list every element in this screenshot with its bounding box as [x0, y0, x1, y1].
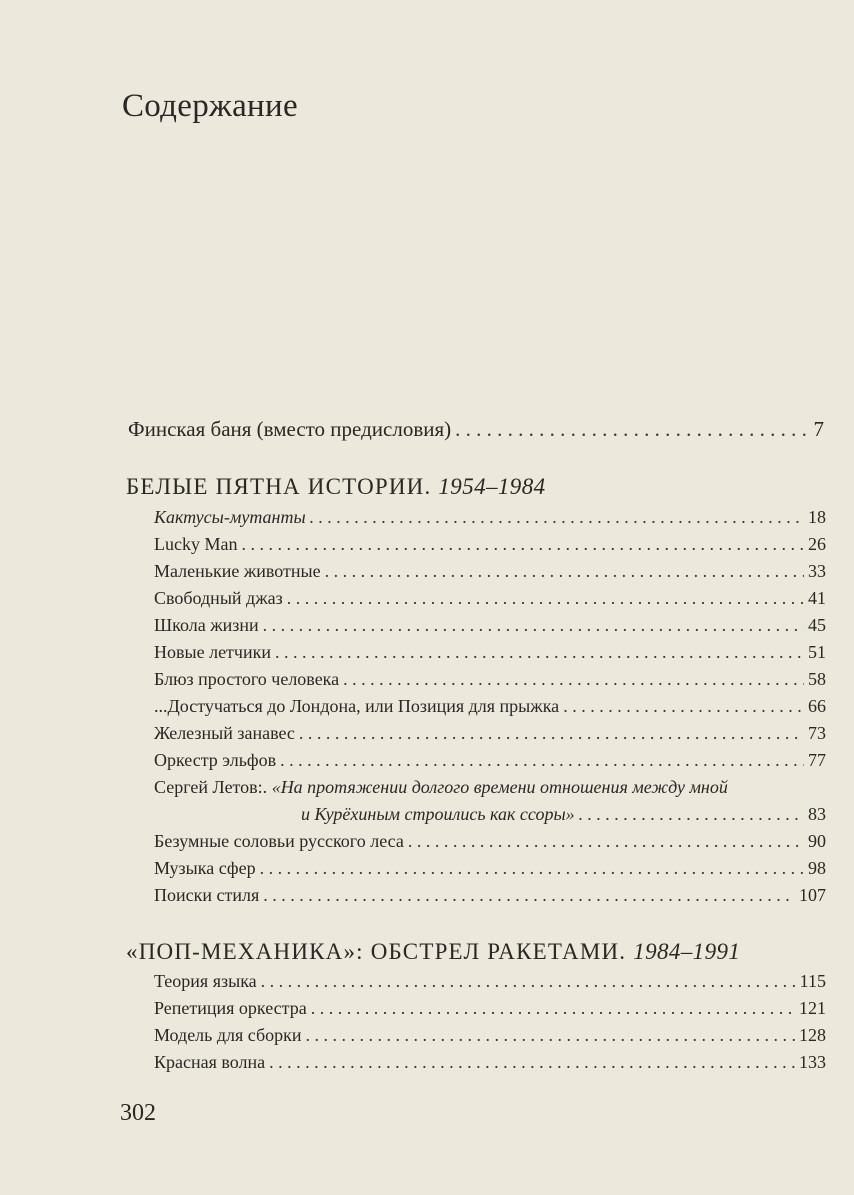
section-years: 1954–1984: [438, 474, 546, 499]
toc-entry: [154, 560, 826, 582]
toc-entry-label: Теория языка: [154, 971, 257, 991]
toc-entry-label: Красная волна: [154, 1052, 266, 1072]
toc-entry: [154, 722, 826, 744]
toc-entry-label: Безумные соловьи русского леса: [154, 831, 404, 851]
toc-entry: [154, 884, 826, 906]
toc-entry-page: 18: [808, 507, 826, 527]
toc-entry-label: Модель для сборки: [154, 1025, 302, 1045]
section-years: 1984–1991: [633, 939, 741, 964]
dot-leader: [311, 997, 795, 1019]
toc-entry: [154, 641, 826, 663]
page-number: 302: [120, 1100, 156, 1126]
dot-leader: [260, 857, 804, 879]
dot-leader: [310, 506, 804, 528]
toc-entry: [154, 668, 826, 690]
page-title: Содержание: [122, 88, 298, 124]
toc-entry-page: 7: [813, 417, 824, 441]
toc-entry-label: Финская баня (вместо предисловия): [128, 417, 452, 441]
toc-entry-page: 33: [808, 561, 826, 581]
toc-entry-page: 66: [808, 696, 826, 716]
dot-leader: [563, 695, 804, 717]
toc-entry-letov-line2: [301, 803, 826, 825]
dot-leader: [269, 1051, 795, 1073]
dot-leader: [408, 830, 804, 852]
toc-entry-page: 41: [808, 588, 826, 608]
dot-leader: [343, 668, 804, 690]
toc-entry: [154, 970, 826, 992]
toc-entry-page: 133: [799, 1052, 826, 1072]
toc-entry-label: ...Достучаться до Лондона, или Позиция для прыжка: [154, 696, 560, 716]
toc-entry-page: 128: [799, 1025, 826, 1045]
section-title: БЕЛЫЕ ПЯТНА ИСТОРИИ.: [126, 474, 432, 499]
toc-entry-page: 98: [808, 858, 826, 878]
toc-entry-quote: «На протяжении долгого времени отношения между мной: [271, 777, 728, 797]
toc-entry-page: 107: [799, 885, 826, 905]
toc-entry-label: Свободный джаз: [154, 588, 283, 608]
dot-leader: [287, 587, 804, 609]
toc-entry-page: 58: [808, 669, 826, 689]
dot-leader: [263, 884, 795, 906]
section-heading-2: [126, 939, 740, 965]
toc-entry-page: 77: [808, 750, 826, 770]
toc-entry-label: Сергей Летов:.: [154, 777, 268, 797]
dot-leader: [280, 749, 804, 771]
toc-entry-label: Школа жизни: [154, 615, 259, 635]
toc-entry-label: Репетиция оркестра: [154, 998, 307, 1018]
toc-entry: [154, 749, 826, 771]
dot-leader: [241, 533, 804, 555]
toc-entry-label: Железный занавес: [154, 723, 295, 743]
toc-entry-page: 45: [808, 615, 826, 635]
toc-entry-page: 26: [808, 534, 826, 554]
toc-entry: [154, 587, 826, 609]
toc-entry-label: Музыка сфер: [154, 858, 256, 878]
toc-entry-page: 90: [808, 831, 826, 851]
toc-entry-page: 83: [808, 804, 826, 824]
toc-entry-quote: и Курёхиным строились как ссоры»: [301, 804, 575, 824]
toc-entry: [154, 533, 826, 555]
toc-entry: [154, 830, 826, 852]
toc-entry: [154, 614, 826, 636]
dot-leader: [299, 722, 804, 744]
toc-entry: [154, 857, 826, 879]
toc-entry: [154, 695, 826, 717]
toc-entry-label: Новые летчики: [154, 642, 271, 662]
toc-entry-page: 51: [808, 642, 826, 662]
toc-entry-page: 121: [799, 998, 826, 1018]
dot-leader: [275, 641, 804, 663]
dot-leader: [579, 803, 804, 825]
toc-entry-intro: [128, 418, 824, 440]
toc-entry-label: Оркестр эльфов: [154, 750, 277, 770]
toc-entry-label: Блюз простого человека: [154, 669, 340, 689]
toc-entry: [154, 997, 826, 1019]
toc-entry-label: Маленькие животные: [154, 561, 321, 581]
dot-leader: [325, 560, 804, 582]
section-title: «ПОП-МЕХАНИКА»: ОБСТРЕЛ РАКЕТАМИ.: [126, 939, 627, 964]
dot-leader: [261, 970, 796, 992]
dot-leader: [455, 418, 809, 440]
toc-entry-label: Lucky Man: [154, 534, 238, 554]
toc-entry-label: Кактусы-мутанты: [154, 507, 306, 527]
toc-entry: [154, 506, 826, 528]
toc-entry: [154, 1024, 826, 1046]
toc-entry: [154, 1051, 826, 1073]
dot-leader: [263, 614, 804, 636]
toc-entry-label: Поиски стиля: [154, 885, 260, 905]
toc-entry-page: 115: [799, 971, 826, 991]
section-heading-1: [126, 474, 546, 500]
dot-leader: [306, 1024, 795, 1046]
toc-entry-letov-line1: [154, 776, 728, 798]
toc-entry-page: 73: [808, 723, 826, 743]
